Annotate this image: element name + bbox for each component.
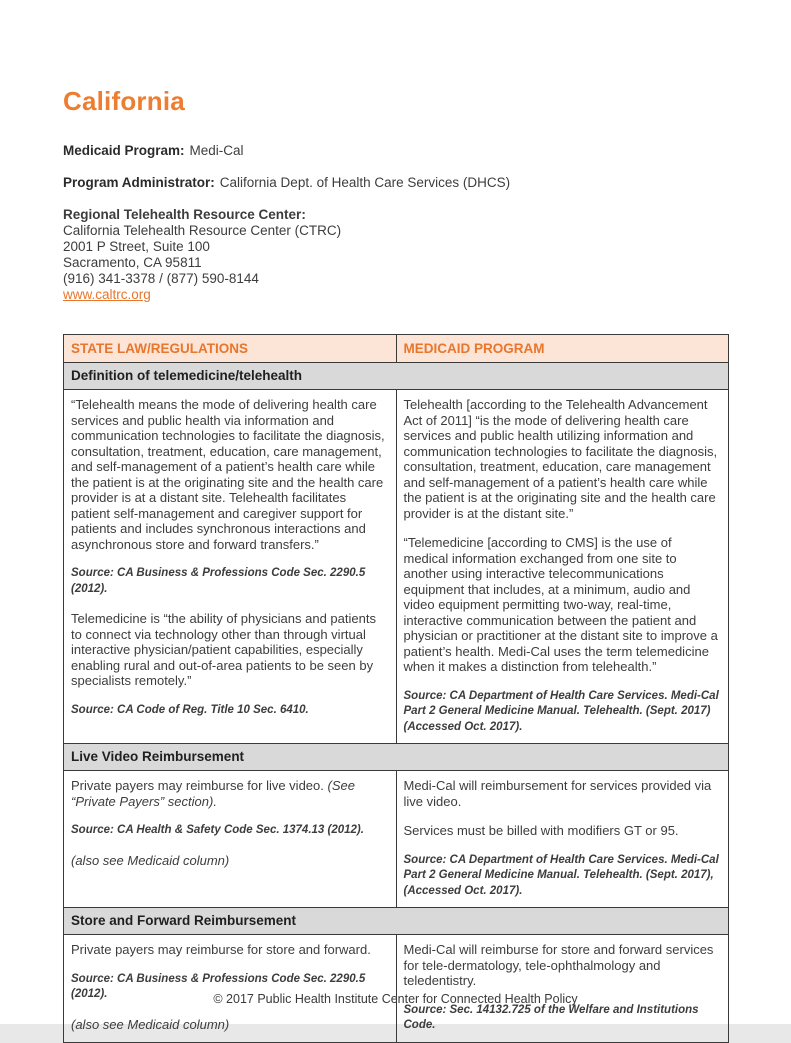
caltrc-website-link[interactable]: www.caltrc.org [63,287,151,302]
program-administrator-line [63,175,729,190]
live-video-content-row [64,771,729,908]
section-header-store-forward: Store and Forward Reimbursement [64,908,729,935]
page-footer: © 2017 Public Health Institute Center for Connected Health Policy [213,992,578,1006]
medicaid-program-line [63,143,729,158]
column-header-state-law: STATE LAW/REGULATIONS [64,335,397,363]
definition-state-law-paragraph-1: “Telehealth means the mode of delivering health care services and public health via information and communication technologies to facilitate the diagnosis, consultation, treatment, education, care management, and self-management of a patient’s health care while the patient is at the originating site and the health care provider is at a distant site. Telehealth facilitates patient self-management and caregiver support for patients and includes synchronous interactions and asynchronous store and forward transfers.” [71,397,385,552]
definition-medicaid-paragraph-2: “Telemedicine [according to CMS] is the use of medical information exchanged from one site to another using interactive telecommunications equipment that includes, at a minimum, audio and video equipment permitting two-way, real-time, interactive communication between the patient and physician or practitioner at the distant site to improve a patient’s health. Medi-Cal uses the term telemedicine when it makes a distinction from telehealth.” [403,535,718,674]
definition-state-law-cell [64,390,397,744]
table-header-row [64,335,729,363]
definition-state-law-source-1: Source: CA Business & Professions Code Sec. 2290.5 (2012). [71,567,366,595]
column-header-medicaid-program: MEDICAID PROGRAM [396,335,729,363]
store-forward-state-law-source: Source: CA Business & Professions Code Sec. 2290.5 (2012). [71,972,366,1000]
live-video-state-law-note: (also see Medicaid column) [71,852,230,868]
live-video-state-law-text: Private payers may reimburse for live video. [71,778,324,793]
resource-center-name: California Telehealth Resource Center (CTRC) [63,223,342,238]
definition-state-law-paragraph-2: Telemedicine is “the ability of physicians and patients to connect via technology other than through virtual interactive physician/patient capabilities, especially enabling rural and out-of-area patients to be seen by specialists remotely.” [71,611,376,688]
store-forward-medicaid-paragraph: Medi-Cal will reimburse for store and forward services for tele-dermatology, tele-ophthalmology and teledentistry. [403,942,714,988]
definition-content-row [64,390,729,744]
medicaid-program-label: Medicaid Program: [63,143,185,158]
section-header-definition: Definition of telemedicine/telehealth [64,363,729,390]
live-video-medicaid-cell [396,771,729,908]
live-video-medicaid-paragraph-1: Medi-Cal will reimbursement for services provided via live video. [403,778,712,809]
section-header-live-video: Live Video Reimbursement [64,744,729,771]
program-administrator-label: Program Administrator: [63,175,215,190]
resource-center-phone: (916) 341-3378 / (877) 590-8144 [63,271,259,286]
live-video-medicaid-source: Source: CA Department of Health Care Services. Medi-Cal Part 2 General Medicine Manual. Telehealth. (Sept. 2017), (Accessed Oct. 2017). [403,853,719,897]
store-forward-state-law-cell [64,935,397,1043]
page-title: California [63,86,185,116]
live-video-state-law-see-note: (See “Private Payers” section). [71,778,355,809]
policy-table [63,334,729,1043]
program-administrator-value: California Dept. of Health Care Services (DHCS) [219,175,511,190]
live-video-state-law-source: Source: CA Health & Safety Code Sec. 1374.13 (2012). [71,824,364,836]
resource-center-label: Regional Telehealth Resource Center: [63,207,306,222]
store-forward-state-law-paragraph: Private payers may reimburse for store and forward. [71,942,371,957]
medicaid-program-value: Medi-Cal [189,143,244,158]
store-forward-medicaid-cell [396,935,729,1043]
live-video-medicaid-paragraph-2: Services must be billed with modifiers GT or 95. [403,823,679,838]
store-forward-medicaid-source: Source: Sec. 14132.725 of the Welfare and Institutions Code. [403,1003,699,1031]
definition-medicaid-source: Source: CA Department of Health Care Services. Medi-Cal Part 2 General Medicine Manual. Telehealth. (Sept. 2017) (Accessed Oct. 2017). [403,689,719,733]
store-forward-content-row [64,935,729,1043]
resource-center-block [63,207,729,303]
definition-state-law-source-2: Source: CA Code of Reg. Title 10 Sec. 6410. [71,703,309,716]
definition-medicaid-paragraph-1: Telehealth [according to the Telehealth Advancement Act of 2011] “is the mode of delivering health care services and public health utilizing information and communication technologies to facilitate the diagnosis, consultation, treatment, education, care management and self-management of a patient’s health care while the patient is at the originating site and the health care provider is at the distant site.” [403,397,718,521]
section-row-definition [64,363,729,390]
definition-medicaid-cell [396,390,729,744]
store-forward-state-law-note: (also see Medicaid column) [71,1016,230,1032]
section-row-store-forward [64,908,729,935]
resource-center-street: 2001 P Street, Suite 100 [63,239,210,254]
resource-center-city: Sacramento, CA 95811 [63,255,202,270]
section-row-live-video [64,744,729,771]
live-video-state-law-cell [64,771,397,908]
live-video-state-law-paragraph [71,778,387,809]
